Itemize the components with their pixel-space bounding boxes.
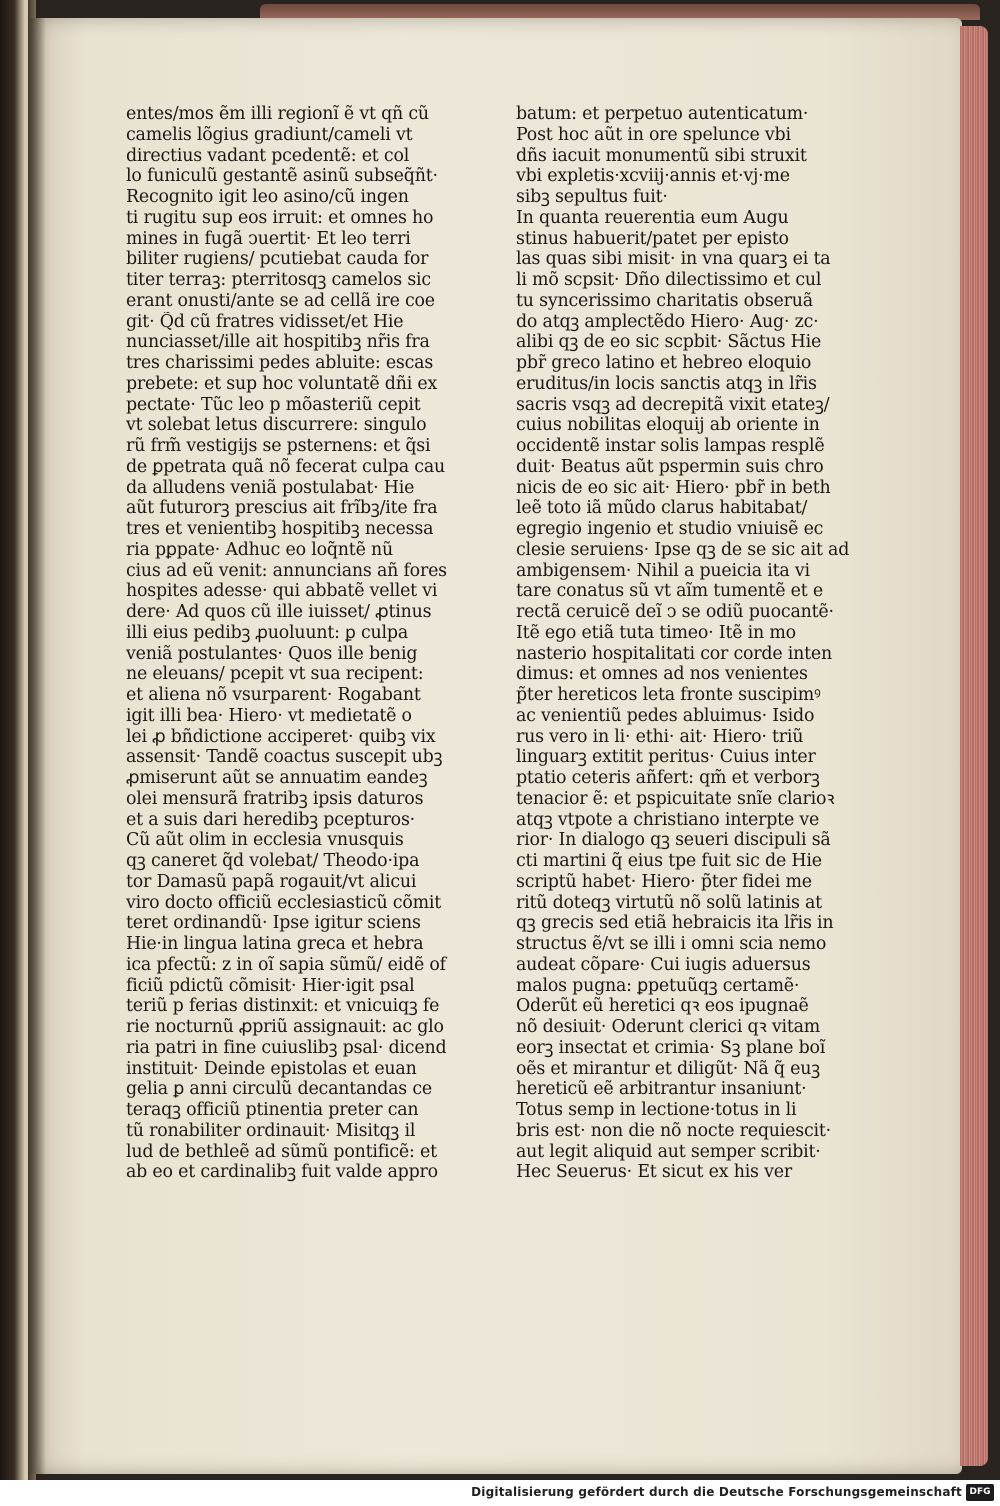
text-line: assensit· Tandẽ coactus suscepit ubꝫ [126, 747, 443, 768]
text-line: ac venientiũ pedes abluimus· Isido [516, 705, 815, 726]
text-line: igit̃ illi bea· Hiero· vt medietatẽ o [126, 705, 412, 726]
text-line: qꝫ caneret q̃d volebat/ Theodo·ipa [126, 851, 420, 871]
text-line: nicis de eo sic ait· Hiero· pbr̃ in beth [516, 477, 831, 498]
text-line: Post hoc aũt in ore spelunce vbi [516, 124, 791, 145]
text-line: cius ad eũ venit: annuncians añ fores [126, 560, 447, 581]
text-line: p̃ter hereticos leta fronte suscipimꝰ [516, 685, 821, 705]
text-line: rus vero in li· ethi· ait· Hiero· triũ [516, 726, 804, 747]
text-line: rũ frm̃ vestigijs se psternens: et q̃si [126, 436, 431, 456]
text-line: clesie seruiens· Ipse qꝫ de se sic ait ad [516, 539, 850, 560]
text-line: egregio ingenio et studio vniuisẽ ec [516, 519, 824, 539]
text-line: linguarꝫ extitit peritus· Cuius inter [516, 747, 816, 768]
text-line: Hie·in lingua latina greca et hebra [126, 934, 424, 954]
text-line: instituit· Deinde epistolas et euan [126, 1058, 417, 1079]
text-line: erant onusti/ante se ad cellã ire coe [126, 290, 435, 311]
text-line: ambigensem· Nihil a pueicia ita vi [516, 560, 810, 581]
text-line: teraqꝫ officiũ ptinentia preter can [126, 1100, 419, 1120]
text-line: Hec Seuerus· Et sicut ex his ver [516, 1162, 792, 1183]
text-line: titer terraꝫ: pterritosqꝫ camelos sic [126, 270, 431, 290]
text-line: lo funiculũ gestantẽ asinũ subseq̃ñt· [126, 166, 438, 187]
text-line: sacris vsqꝫ ad decrepitã vixit etateꝫ/ [516, 394, 830, 415]
text-line: duit· Beatus aũt pspermin suis chro [516, 456, 824, 477]
text-line: ficiũ pdictũ cõmisit· Hier·igit̃ psal [126, 975, 415, 996]
text-line: dere· Ad quos cũ ille iuisset/ ꝓtinus [126, 602, 432, 622]
fore-edge-pages [960, 26, 988, 1466]
text-line: prebete: et sup hoc voluntatẽ dñi ex [126, 373, 438, 394]
text-column-right [516, 104, 852, 1183]
text-line: cuius nobilitas eloquij ab oriente in [516, 415, 820, 436]
text-line: ptatio ceteris añfert̃: qm̃ et verborꝫ [516, 768, 820, 788]
text-line: vt solebat letus discurrere: singulo [126, 415, 427, 436]
text-line: rectã ceruicẽ deĩ ↄ se odiũ puocantẽ· [516, 602, 834, 622]
text-line: leẽ toto iã mũdo clarus habitabat/ [516, 498, 808, 519]
text-line: mines in fugã ↄuertit· Et leo terri [126, 228, 411, 249]
text-line: tare conatus sũ vt aĩm tumentẽ et e [516, 581, 823, 602]
text-line: nasterio hospitalitati cor corde inten [516, 643, 833, 664]
text-line: ab eo et cardinalibꝫ fuit valde appro [126, 1162, 438, 1183]
text-line: Cũ aũt olim in ecclesia vnusquis [126, 830, 404, 851]
text-line: camelis lõgius gradiunt̃/cameli vt [126, 124, 413, 145]
text-line: ria patri in fine cuiuslibꝫ psal· dicend [126, 1037, 447, 1058]
text-line: structus ẽ/vt se illi i omni scia nemo [516, 934, 827, 954]
text-line: ica pfectũ: z in oĩ sapia sũmũ/ eidẽ of [126, 954, 446, 975]
text-line: alibi qꝫ de eo sic scpbit· Sãctus Hie [516, 332, 822, 353]
text-line: directius vadant pcedentẽ: et col [126, 145, 410, 166]
digitization-footer [0, 1480, 1000, 1506]
text-line: tres et venientibꝫ hospitibꝫ necessa [126, 519, 434, 539]
text-line: gelia ꝑ anni circulũ decantandas ce [126, 1079, 432, 1100]
text-line: cti martini q̃ eius tpe fuit sic de Hie [516, 851, 822, 871]
text-line: tenacior ẽ: et pspicuitate snı̃e clarioꝛ [516, 788, 835, 809]
text-line: ritũ doteqꝫ virtutũ nõ solũ latinis at [516, 892, 822, 913]
text-line: nunciasset/ille ait hospitibꝫ nr̃is fra [126, 332, 430, 353]
text-line: lei ꝓ bñdictione acciperet· quibꝫ vix [126, 726, 436, 747]
text-line: oẽs et mirantur et diligũt· Nã q̃ euꝫ [516, 1058, 820, 1079]
text-line: teret ordinandũ· Ipse igitur sciens [126, 913, 421, 934]
text-line: tor Damasũ papã rogauit/vt alicui [126, 871, 417, 892]
text-line: ne eleuans/ pcepit vt sua recipent: [126, 664, 424, 685]
funding-credit: Digitalisierung gefördert durch die Deutsche Forschungsgemeinschaft [471, 1485, 962, 1499]
text-line: tres charissimi pedes abluite: escas [126, 353, 434, 373]
text-line: hospites adesse· qui abbatẽ vellet vi [126, 581, 438, 602]
text-line: occidentẽ instar solis lampas resplẽ [516, 436, 825, 456]
text-line: bris est· non die nõ nocte requiescit· [516, 1120, 831, 1141]
text-line: tũ ronabiliter ordinauit· Misitqꝫ il [126, 1120, 416, 1141]
text-line: Oderũt eũ heretici qꝛ eos ipugnaẽ [516, 996, 809, 1017]
text-line: stinus habuerit/patet per episto [516, 228, 789, 249]
text-line: olei mensurã fratribꝫ ipsis daturos [126, 788, 424, 809]
text-line: scriptũ habet̃· Hiero· p̃ter fidei me [516, 871, 812, 892]
text-line: pectate· Tũc leo p mõasteriũ cepit [126, 394, 421, 415]
text-line: et aliena nõ vsurparent· Rogabant [126, 685, 421, 705]
text-line: rie nocturnũ ꝓpriũ assignauit: ac glo [126, 1017, 444, 1037]
binding-shadow [28, 0, 46, 1480]
text-column-left [126, 104, 462, 1183]
text-line: Itẽ ego etiã tuta timeo· Itẽ in mo [516, 622, 796, 643]
text-line: Totus semp in lectione·totus in li [516, 1100, 797, 1120]
text-line: rior· In dialogo qꝫ seueri discipuli sã [516, 830, 831, 851]
text-line: batum: et perpetuo autenticatum· [516, 104, 809, 124]
text-line: ria pꝑpate· Adhuc eo loq̃ntẽ nũ [126, 539, 394, 560]
text-line: lud de bethleẽ ad sũmũ pontificẽ: et [126, 1141, 437, 1162]
text-line: git· Q̃d cũ fratres vidisset/et Hie [126, 311, 404, 332]
text-line: eruditus/in locis sanctis atqꝫ in lr̃is [516, 373, 817, 394]
text-line: audeat cõpare· Cui iugis aduersus [516, 954, 811, 975]
text-line: ti rugitu sup eos irruit: et omnes ho [126, 207, 434, 228]
text-line: do atqꝫ amplectẽdo Hiero· Aug· zc· [516, 311, 819, 332]
text-line: eorꝫ insectat̃ et crimia· Sꝫ plane boĩ [516, 1037, 826, 1058]
text-line: illi eius pedibꝫ ꝓuoluunt̃: ꝑ culpa [126, 622, 408, 643]
text-line: et a suis dari heredibꝫ pcepturos· [126, 809, 416, 830]
text-line: li mõ scpsit· Dño dilectissimo et cul [516, 270, 822, 290]
text-line: teriũ p ferias distinxit: et vnicuiqꝫ fe [126, 996, 440, 1017]
text-line: ꝓmiserunt aũt se annuatim eandeꝫ [126, 768, 428, 788]
text-line: malos pugna: ꝑpetuũqꝫ certamẽ· [516, 975, 800, 996]
text-line: veniã postulantes· Quos ille benig [126, 643, 418, 664]
text-line: hereticũ eẽ arbitrantur insaniunt· [516, 1079, 807, 1100]
text-line: viro docto officiũ ecclesiasticũ cõmit [126, 892, 442, 913]
text-line: aũt futurorꝫ prescius ait frĩbꝫ/ite fra [126, 498, 438, 519]
text-line: qꝫ grecis sed etiã hebraicis ita lr̃is in [516, 913, 834, 934]
text-line: In quanta reuerentia eum Augu [516, 207, 789, 228]
text-line: las quas sibi misit· in vna quarꝫ ei ta [516, 249, 831, 270]
text-line: biliter rugiens/ pcutiebat cauda for [126, 249, 429, 270]
text-line: pbr̃ greco latino et hebreo eloquio [516, 353, 812, 373]
text-line: vbi expletis·xcviij·annis et·vj·me [516, 166, 790, 187]
text-line: da alludens veniã postulabat· Hie [126, 477, 415, 498]
text-line: nõ desiuit· Oderunt clerici qꝛ vitam [516, 1017, 821, 1037]
text-line: Recognito igit̃ leo asino/cũ ingen [126, 187, 409, 207]
dfg-logo-icon: DFG [966, 1484, 994, 1501]
text-line: dimus: et omnes ad nos venientes [516, 664, 808, 685]
text-line: de ꝑpetrata quã nõ fecerat culpa cau [126, 456, 445, 477]
text-line: atqꝫ vtpote a christiano interpte ve [516, 809, 820, 830]
text-line: entes/mos ẽm illi regionı̃ ẽ vt qñ cũ [126, 104, 429, 124]
text-line: dñs iacuit monumentũ sibi struxit [516, 145, 807, 166]
text-line: sibꝫ sepultus fuit· [516, 187, 668, 207]
text-line: aut legit aliquid aut semper scribit· [516, 1141, 821, 1162]
text-line: tu syncerissimo charitatis obseruã [516, 290, 813, 311]
